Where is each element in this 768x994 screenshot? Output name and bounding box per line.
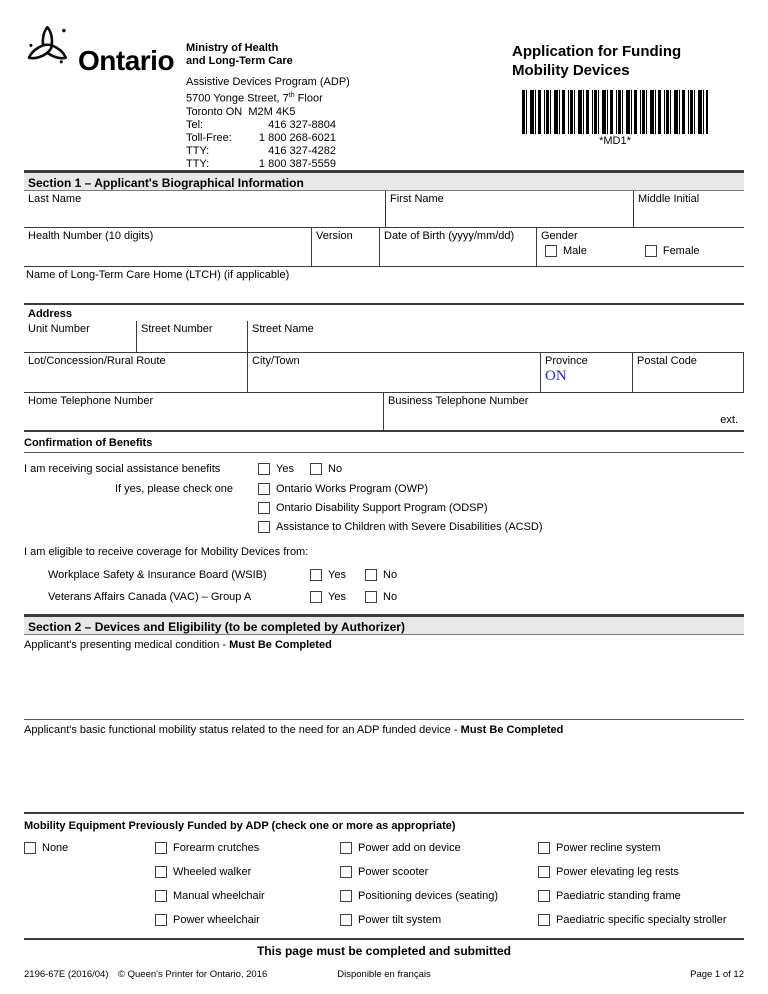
wsib-yes-label: Yes — [328, 569, 346, 581]
lot-label: Lot/Concession/Rural Route — [28, 355, 166, 367]
barcode-label: *MD1* — [599, 135, 631, 147]
benefits-no-checkbox[interactable] — [310, 463, 322, 475]
power-add-on-device-checkbox[interactable] — [340, 842, 352, 854]
trillium-icon — [24, 22, 76, 79]
version-field[interactable] — [312, 228, 380, 266]
contact-tty2: TTY: 1 800 387-5559 — [186, 157, 336, 170]
none-checkbox[interactable] — [24, 842, 36, 854]
acsd-label: Assistance to Children with Severe Disabilities (ACSD) — [276, 520, 543, 533]
page-number: Page 1 of 12 — [690, 969, 744, 980]
province-field[interactable] — [541, 353, 633, 392]
mobility-status-field[interactable] — [24, 740, 744, 814]
form-title-line2: Mobility Devices — [512, 62, 630, 79]
unit-number-field[interactable] — [24, 321, 137, 352]
city-label: City/Town — [252, 355, 300, 367]
middle-initial-label: Middle Initial — [638, 193, 700, 205]
positioning-devices-checkbox[interactable] — [340, 890, 352, 902]
business-phone-field[interactable] — [384, 393, 744, 430]
barcode — [522, 90, 708, 134]
form-header — [24, 22, 744, 168]
city-field[interactable] — [248, 353, 541, 392]
province-value: ON — [545, 368, 567, 384]
postal-code-field[interactable] — [633, 353, 744, 392]
home-phone-field[interactable] — [24, 393, 384, 430]
form-number: 2196-67E (2016/04) — [24, 969, 109, 980]
benefits-no-label: No — [328, 463, 343, 475]
wsib-yes-checkbox[interactable] — [310, 569, 322, 581]
none-label: None — [42, 842, 69, 854]
lot-field[interactable] — [24, 353, 248, 392]
ontario-wordmark: Ontario — [78, 45, 175, 76]
power-scooter-label: Power scooter — [358, 866, 429, 878]
street-address: 5700 Yonge Street, 7th Floor — [186, 92, 323, 105]
vac-no-label: No — [383, 591, 398, 603]
power-recline-system-checkbox[interactable] — [538, 842, 550, 854]
paediatric-stroller-checkbox[interactable] — [538, 914, 550, 926]
health-number-label: Health Number (10 digits) — [28, 230, 154, 242]
power-elevating-leg-rests-label: Power elevating leg rests — [556, 866, 679, 878]
french-availability: Disponible en français — [337, 969, 431, 980]
power-recline-system-label: Power recline system — [556, 842, 661, 854]
form-title-line1: Application for Funding — [512, 43, 682, 60]
owp-label: Ontario Works Program (OWP) — [276, 482, 428, 495]
ministry-name-line2: and Long-Term Care — [186, 55, 293, 67]
receiving-benefits-label: I am receiving social assistance benefits — [24, 463, 221, 475]
paediatric-stroller-label: Paediatric specific specialty stroller — [556, 914, 727, 926]
vac-yes-label: Yes — [328, 591, 346, 603]
page-footer — [24, 969, 744, 985]
benefits-yes-checkbox[interactable] — [258, 463, 270, 475]
mobility-status-label: Applicant's basic functional mobility status related to the need for an ADP funded device - Must Be Completed — [24, 724, 564, 736]
male-checkbox[interactable] — [545, 245, 557, 257]
last-name-field[interactable] — [24, 191, 386, 227]
middle-initial-field[interactable] — [634, 191, 744, 227]
paediatric-standing-frame-label: Paediatric standing frame — [556, 890, 681, 902]
street-number-label: Street Number — [141, 323, 213, 335]
wsib-no-label: No — [383, 569, 398, 581]
last-name-label: Last Name — [28, 193, 82, 205]
contact-tel: Tel: 416 327-8804 — [186, 118, 336, 131]
first-name-field[interactable] — [386, 191, 634, 227]
postal-code-label: Postal Code — [637, 355, 697, 367]
vac-label: Veterans Affairs Canada (VAC) – Group A — [48, 591, 252, 603]
medical-condition-field[interactable] — [24, 655, 744, 720]
female-label: Female — [662, 245, 700, 257]
section1-header: Section 1 – Applicant's Biographical Information — [24, 170, 744, 191]
benefits-title: Confirmation of Benefits — [24, 432, 744, 453]
gender-label: Gender — [541, 230, 578, 242]
contact-tollfree: Toll-Free: 1 800 268-6021 — [186, 131, 336, 144]
odsp-checkbox[interactable] — [258, 502, 270, 514]
power-tilt-system-checkbox[interactable] — [340, 914, 352, 926]
power-elevating-leg-rests-checkbox[interactable] — [538, 866, 550, 878]
vac-yes-checkbox[interactable] — [310, 591, 322, 603]
power-add-on-device-label: Power add on device — [358, 842, 461, 854]
owp-checkbox[interactable] — [258, 483, 270, 495]
section2-header: Section 2 – Devices and Eligibility (to be completed by Authorizer) — [24, 614, 744, 635]
dob-label: Date of Birth (yyyy/mm/dd) — [384, 230, 515, 242]
manual-wheelchair-checkbox[interactable] — [155, 890, 167, 902]
health-number-field[interactable] — [24, 228, 312, 266]
benefits-yes-label: Yes — [276, 463, 294, 475]
manual-wheelchair-label: Manual wheelchair — [173, 890, 265, 902]
acsd-checkbox[interactable] — [258, 521, 270, 533]
business-phone-label: Business Telephone Number — [388, 395, 529, 407]
unit-number-label: Unit Number — [28, 323, 90, 335]
equipment-grid — [24, 836, 744, 940]
power-tilt-system-label: Power tilt system — [358, 914, 442, 926]
ltch-label: Name of Long-Term Care Home (LTCH) (if applicable) — [26, 269, 290, 281]
power-scooter-checkbox[interactable] — [340, 866, 352, 878]
vac-no-checkbox[interactable] — [365, 591, 377, 603]
wsib-no-checkbox[interactable] — [365, 569, 377, 581]
ontario-logo — [24, 22, 186, 168]
ltch-field[interactable] — [24, 267, 744, 303]
wheeled-walker-label: Wheeled walker — [173, 866, 252, 878]
wheeled-walker-checkbox[interactable] — [155, 866, 167, 878]
ext-label: ext. — [720, 414, 738, 426]
wsib-label: Workplace Safety & Insurance Board (WSIB) — [48, 569, 267, 581]
power-wheelchair-label: Power wheelchair — [173, 914, 260, 926]
contact-tty1: TTY: 416 327-4282 — [186, 144, 336, 157]
first-name-label: First Name — [390, 193, 444, 205]
program-name: Assistive Devices Program (ADP) — [186, 76, 350, 88]
copyright: © Queen's Printer for Ontario, 2016 — [118, 969, 268, 980]
equipment-title: Mobility Equipment Previously Funded by ADP (check one or more as appropriate) — [24, 820, 456, 832]
gender-field — [537, 228, 744, 266]
forearm-crutches-label: Forearm crutches — [173, 842, 260, 854]
male-label: Male — [563, 245, 587, 257]
ministry-name-line1: Ministry of Health — [186, 42, 279, 54]
city-address: Toronto ON M2M 4K5 — [186, 105, 296, 118]
odsp-label: Ontario Disability Support Program (ODSP) — [276, 501, 488, 514]
eligible-coverage-label: I am eligible to receive coverage for Mobility Devices from: — [24, 546, 309, 558]
address-block — [24, 303, 744, 432]
positioning-devices-label: Positioning devices (seating) — [358, 890, 499, 902]
street-name-field[interactable] — [248, 321, 744, 352]
home-phone-label: Home Telephone Number — [28, 395, 154, 407]
paediatric-standing-frame-checkbox[interactable] — [538, 890, 550, 902]
forearm-crutches-checkbox[interactable] — [155, 842, 167, 854]
power-wheelchair-checkbox[interactable] — [155, 914, 167, 926]
submit-note: This page must be completed and submitted — [256, 944, 512, 958]
female-checkbox[interactable] — [645, 245, 657, 257]
dob-field[interactable] — [380, 228, 537, 266]
version-label: Version — [316, 230, 353, 242]
ministry-info — [186, 22, 424, 168]
street-number-field[interactable] — [137, 321, 248, 352]
address-title: Address — [28, 308, 73, 320]
province-label: Province — [545, 355, 588, 367]
street-name-label: Street Name — [252, 323, 314, 335]
medical-condition-label: Applicant's presenting medical condition - Must Be Completed — [24, 639, 332, 651]
form-title-block — [424, 22, 744, 168]
if-yes-label: If yes, please check one — [114, 482, 233, 495]
